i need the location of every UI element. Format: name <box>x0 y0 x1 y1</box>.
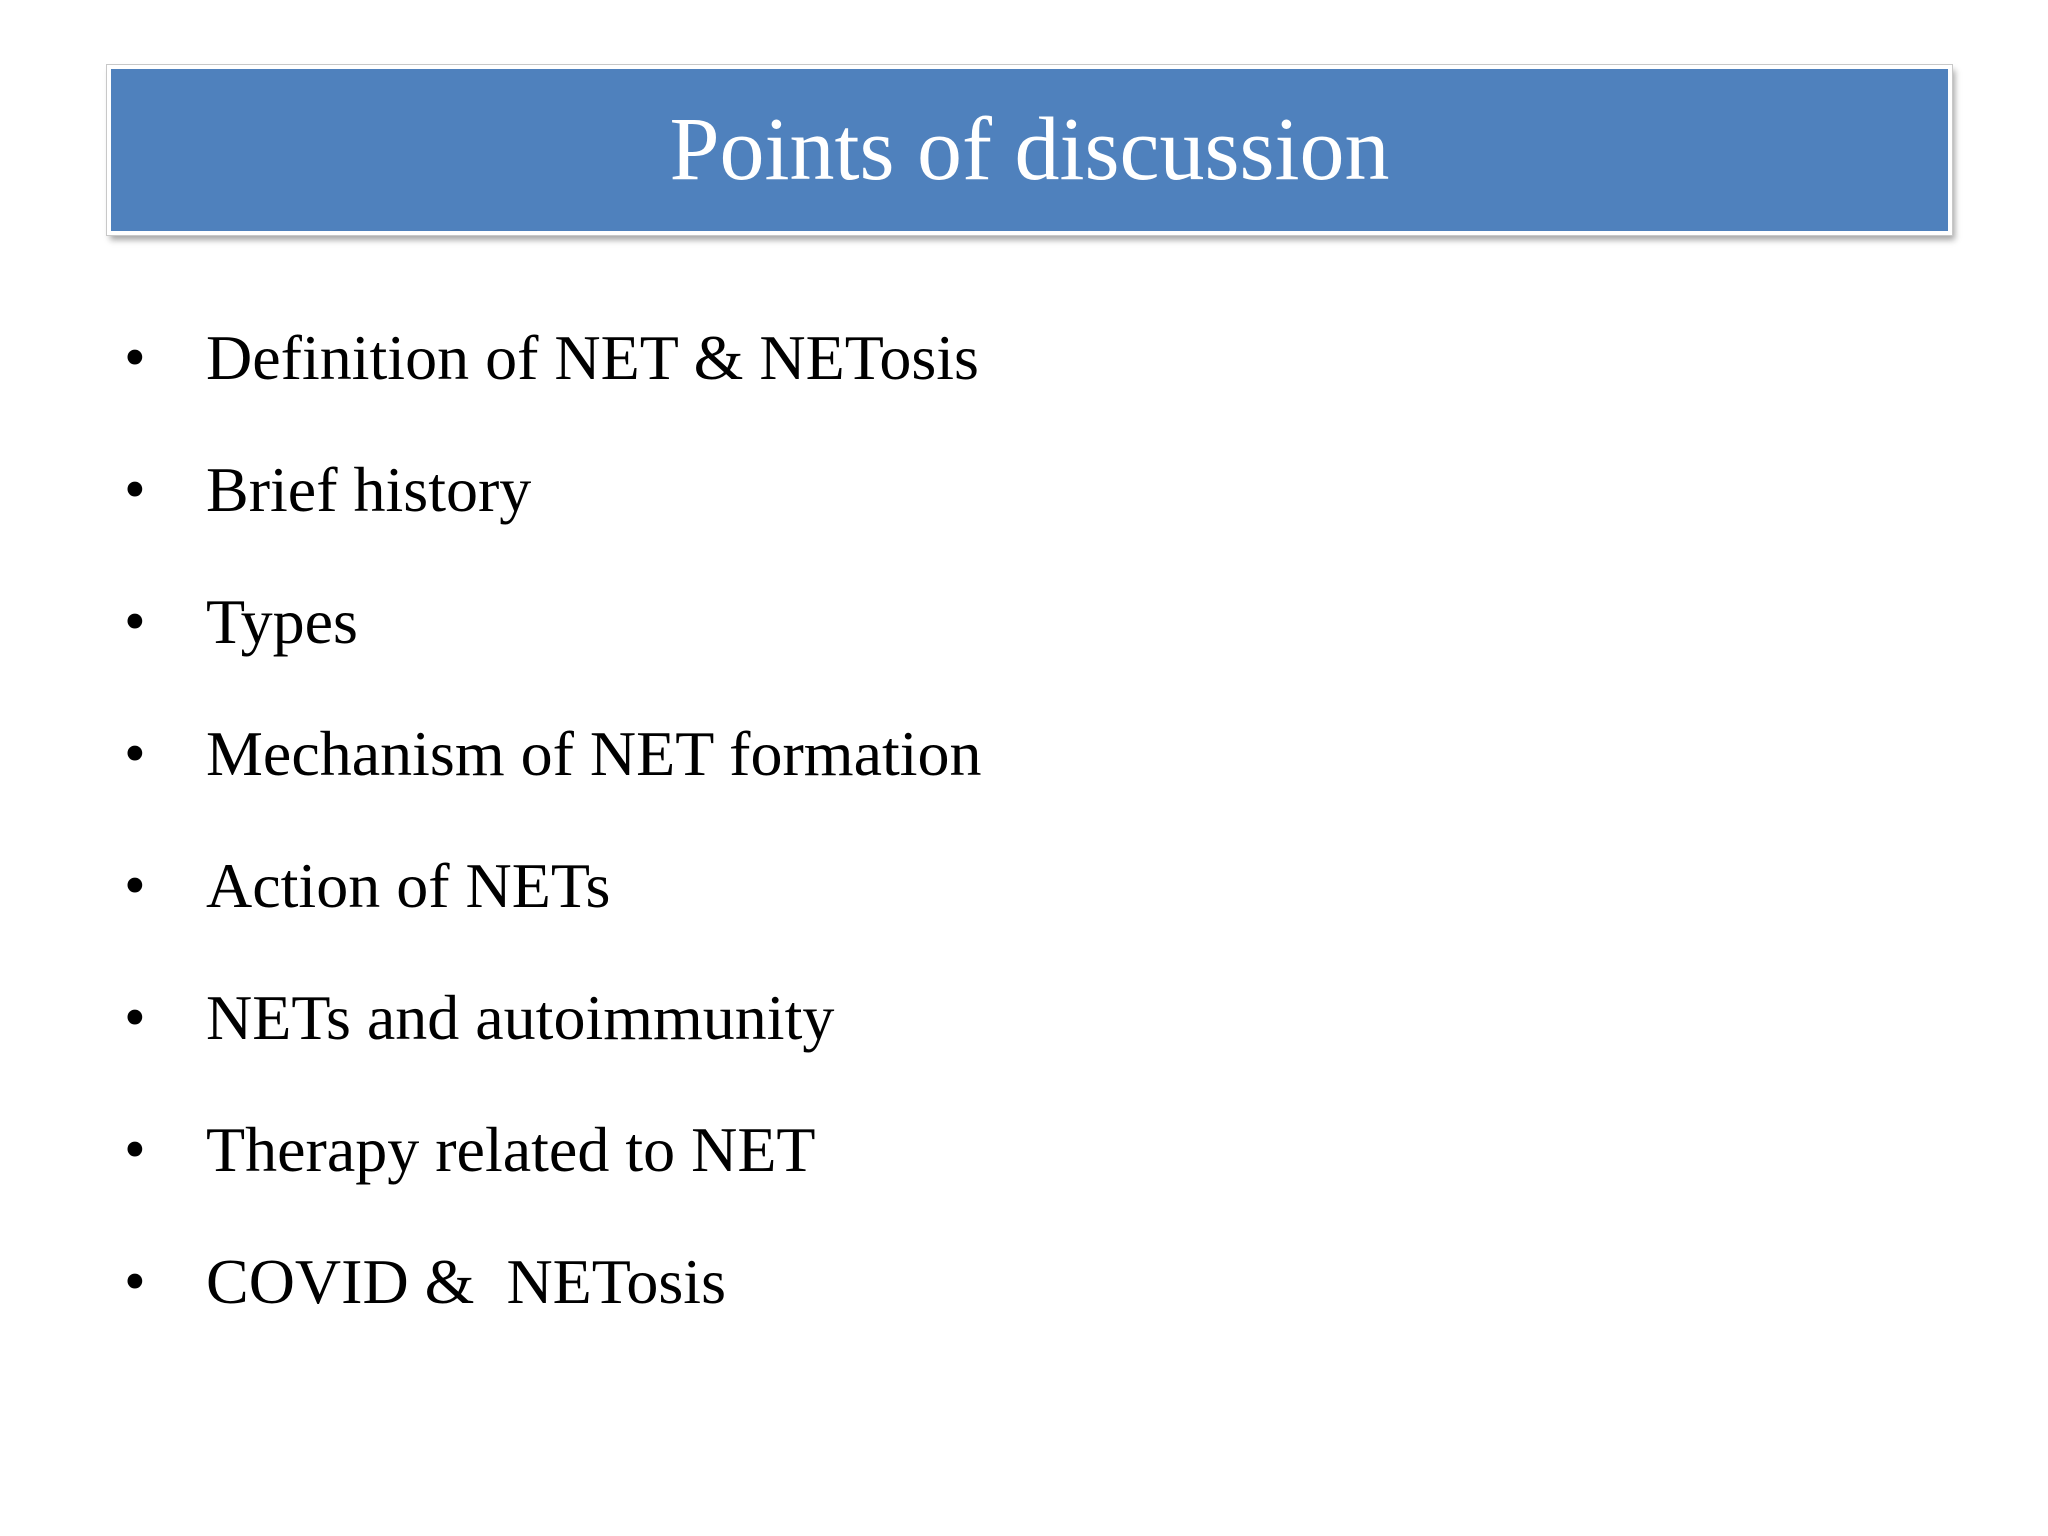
bullet-text: Types <box>206 586 358 657</box>
bullet-icon: • <box>124 720 146 788</box>
list-item <box>120 582 982 714</box>
list-item <box>120 1110 982 1242</box>
slide-title: Points of discussion <box>669 100 1390 199</box>
bullet-icon: • <box>124 456 146 524</box>
bullet-icon: • <box>124 324 146 392</box>
list-item <box>120 318 982 450</box>
bullet-icon: • <box>124 1248 146 1316</box>
bullet-text: Mechanism of NET formation <box>206 718 982 789</box>
bullet-text: Definition of NET & NETosis <box>206 322 979 393</box>
list-item <box>120 846 982 978</box>
slide-title-banner <box>107 65 1952 235</box>
list-item <box>120 450 982 582</box>
list-item <box>120 1242 982 1374</box>
list-item <box>120 714 982 846</box>
bullet-text: Action of NETs <box>206 850 611 921</box>
bullet-icon: • <box>124 588 146 656</box>
list-item <box>120 978 982 1110</box>
bullet-text: Therapy related to NET <box>206 1114 816 1185</box>
bullet-text: COVID & NETosis <box>206 1246 726 1317</box>
bullet-list <box>120 318 982 1374</box>
bullet-icon: • <box>124 984 146 1052</box>
bullet-text: NETs and autoimmunity <box>206 982 835 1053</box>
bullet-icon: • <box>124 1116 146 1184</box>
bullet-icon: • <box>124 852 146 920</box>
bullet-text: Brief history <box>206 454 532 525</box>
